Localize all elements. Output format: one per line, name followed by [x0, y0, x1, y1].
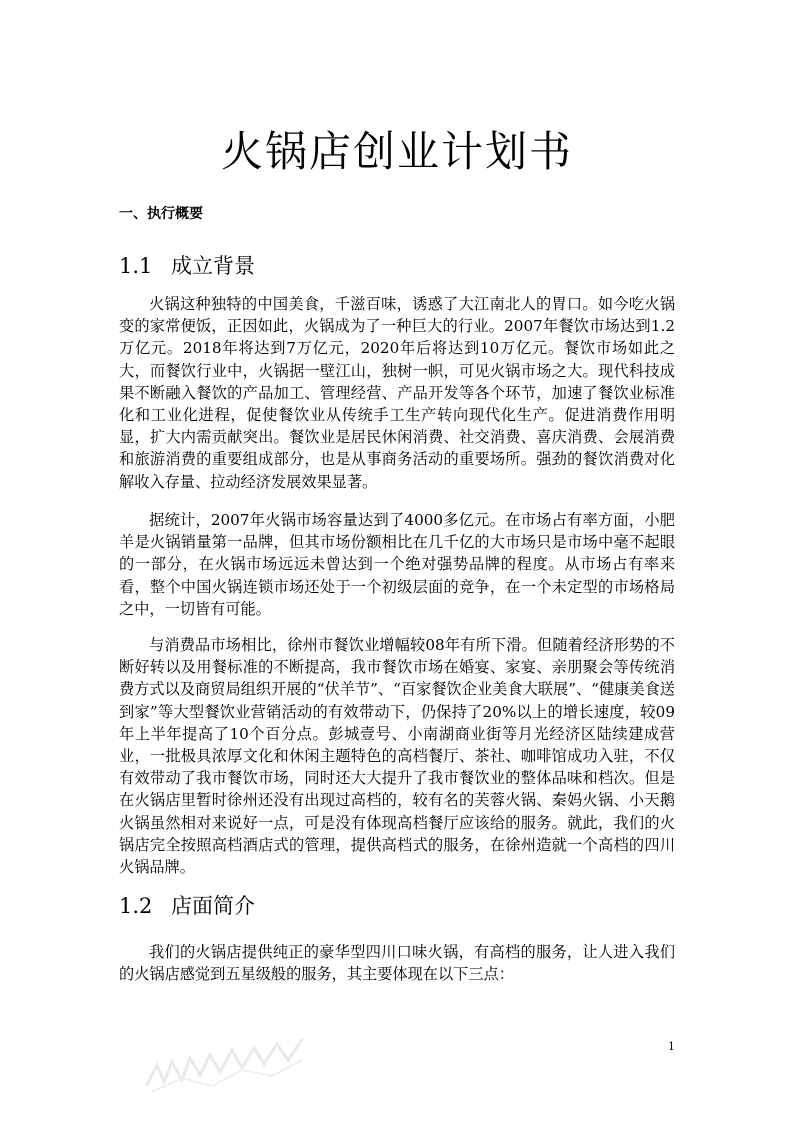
- subsection-number: 1.2: [119, 894, 153, 918]
- paragraph-background-1: 火锅这种独特的中国美食，千滋百味，诱惑了大江南北人的胃口。如今吃火锅变的家常便饭，正因如此，火锅成为了一种巨大的行业。2007年餐饮市场达到1.2万亿元。2018年将达到7万亿元，2020年后将达到10万亿元。餐饮市场如此之大，而餐饮行业中，火锅据一壁江山，独树一帜，可见火锅市场之大。现代科技成果不断融入餐饮的产品加工、管理经营、产品开发等各个环节，加速了餐饮业标准化和工业化进程，促使餐饮业从传统手工生产转向现代化生产。促进消费作用明显，扩大内需贡献突出。餐饮业是居民休闲消费、社交消费、喜庆消费、会展消费和旅游消费的重要组成部分，也是从事商务活动的重要场所。强劲的餐饮消费对化解收入存量、拉动经济发展效果显著。: [119, 295, 675, 491]
- subsection-heading-store-intro: [119, 891, 255, 921]
- watermark-icon: [142, 1030, 312, 1100]
- subsection-number: 1.1: [119, 254, 153, 278]
- subsection-title: 成立背景: [171, 254, 255, 278]
- document-title: 火锅店创业计划书: [220, 127, 573, 176]
- paragraph-background-2: 据统计，2007年火锅市场容量达到了4000多亿元。在市场占有率方面，小肥羊是火锅销量第一品牌，但其市场份额相比在几千亿的大市场只是市场中毫不起眼的一部分，在火锅市场远远未曾达到一个绝对强势品牌的程度。从市场占有率来看，整个中国火锅连锁市场还处于一个初级层面的竞争，在一个未定型的市场格局之中，一切皆有可能。: [119, 511, 675, 618]
- section-heading-executive-summary: 一、执行概要: [119, 206, 203, 222]
- subsection-heading-background: [119, 251, 255, 281]
- page-number: 1: [668, 1040, 675, 1053]
- paragraph-background-3: 与消费品市场相比，徐州市餐饮业增幅较08年有所下滑。但随着经济形势的不断好转以及用餐标准的不断提高，我市餐饮市场在婚宴、家宴、亲朋聚会等传统消费方式以及商贸局组织开展的“伏羊节”、“百家餐饮企业美食大联展”、“健康美食送到家”等大型餐饮业营销活动的有效带动下，仍保持了20%以上的增长速度，较09年上半年提高了10个百分点。彭城壹号、小南湖商业街等月光经济区陆续建成营业，一批极具浓厚文化和休闲主题特色的高档餐厅、茶社、咖啡馆成功入驻，不仅有效带动了我市餐饮市场，同时还大大提升了我市餐饮业的整体品味和档次。但是在火锅店里暂时徐州还没有出现过高档的，较有名的芙蓉火锅、秦妈火锅、小天鹅火锅虽然相对来说好一点，可是没有体现高档餐厅应该给的服务。就此，我们的火锅店完全按照高档酒店式的管理，提供高档式的服务，在徐州造就一个高档的四川火锅品牌。: [119, 636, 675, 877]
- paragraph-store-intro: 我们的火锅店提供纯正的豪华型四川口味火锅，有高档的服务，让人进入我们的火锅店感觉到五星级般的服务，其主要体现在以下三点：: [119, 943, 675, 984]
- subsection-title: 店面简介: [171, 894, 255, 918]
